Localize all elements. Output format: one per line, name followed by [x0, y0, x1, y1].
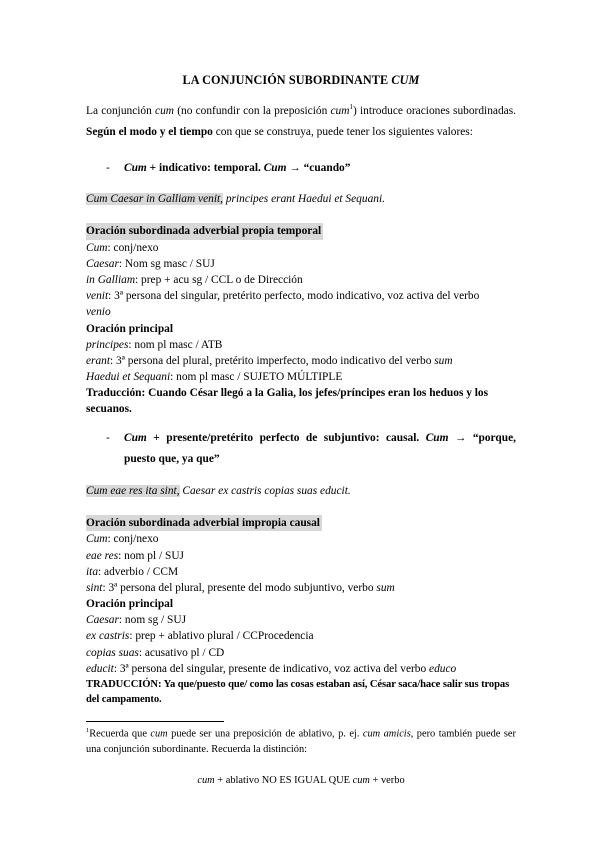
main-clause-heading: Oración principal: [86, 598, 174, 611]
footnote: $^1$Recuerda que cum puede ser una preposición de ablativo, p. ej. cum amicis, pero también puede ser una conjunción subordinante. Recuerda la distinción:: [86, 727, 516, 756]
highlighted-clause: Cum Caesar in Galliam venit,: [86, 193, 223, 206]
analysis-line: sint: 3ª persona del plural, presente del modo subjuntivo, verbo sum: [86, 581, 395, 594]
analysis-line: ita: adverbio / CCM: [86, 565, 179, 578]
analysis-line: ex castris: prep + ablativo plural / CCProcedencia: [86, 630, 314, 643]
analysis-temporal: [86, 223, 516, 417]
analysis-line: erant: 3ª persona del plural, pretérito imperfecto, modo indicativo del verbo sum: [86, 354, 453, 367]
footnote-ref[interactable]: 1: [349, 103, 353, 112]
highlighted-clause: Cum eae res ita sint,: [86, 484, 180, 497]
page-title: LA CONJUNCIÓN SUBORDINANTE CUM: [182, 73, 420, 87]
analysis-line: Haedui et Sequani: nom pl masc / SUJETO MÚLTIPLE: [86, 371, 343, 384]
example-sentence-1: Cum Caesar in Galliam venit, principes erant Haedui et Sequani.: [86, 193, 385, 206]
analysis-line: Caesar: Nom sg masc / SUJ: [86, 257, 215, 270]
bullet-dash: -: [106, 431, 110, 444]
main-clause-heading: Oración principal: [86, 322, 174, 335]
analysis-line: venit: 3ª persona del singular, pretérito perfecto, modo indicativo, voz activa del verbo venio: [86, 290, 480, 319]
section-heading: Oración subordinada adverbial propia temporal: [86, 223, 323, 239]
bullet-dash: -: [106, 161, 110, 174]
footnote-distinction: cum + ablativo NO ES IGUAL QUE cum + verbo: [197, 774, 405, 786]
intro-paragraph: La conjunción cum (no confundir con la preposición cum$^1$) introduce oraciones subordinadas. Según el modo y el tiempo con que se construya, puede tener los siguientes valores:: [86, 103, 516, 139]
analysis-line: principes: nom pl masc / ATB: [86, 338, 223, 351]
analysis-line: copias suas: acusativo pl / CD: [86, 646, 225, 659]
section-heading: Oración subordinada adverbial impropia causal: [86, 515, 322, 531]
example-sentence-2: Cum eae res ita sint, Caesar ex castris copias suas educit.: [86, 484, 351, 497]
document-content: [86, 72, 516, 789]
analysis-line: Caesar: nom sg / SUJ: [86, 614, 187, 627]
analysis-line: Cum: conj/nexo: [86, 533, 159, 546]
analysis-line: in Galliam: prep + acu sg / CCL o de Dirección: [86, 273, 303, 286]
translation: Traducción: Cuando César llegó a la Galia, los jefes/príncipes eran los heduos y los secuanos.: [86, 387, 489, 416]
footnote-divider: [86, 721, 224, 722]
analysis-line: eae res: nom pl / SUJ: [86, 549, 184, 562]
translation: TRADUCCIÓN: Ya que/puesto que/ como las cosas estaban así, César saca/hace salir sus tropas del campamento.: [86, 679, 510, 706]
bullet-causal: - Cum + presente/pretérito perfecto de subjuntivo: causal. Cum → “porque, puesto que, ya que”: [106, 428, 516, 471]
bullet-temporal: - Cum + indicativo: temporal. Cum → “cuando”: [106, 158, 516, 180]
analysis-line: educit: 3ª persona del singular, presente de indicativo, voz activa del verbo educo: [86, 662, 457, 675]
analysis-line: Cum: conj/nexo: [86, 241, 159, 254]
analysis-causal: [86, 515, 516, 707]
